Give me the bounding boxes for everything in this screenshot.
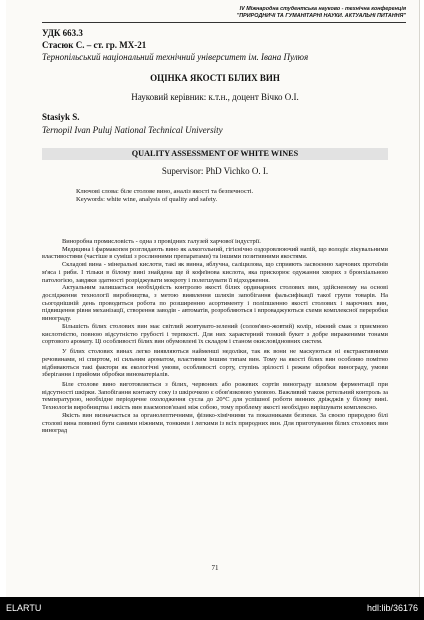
- keywords-en: Keywords: white wine, analysis of quality and safety.: [76, 196, 218, 203]
- author-ua: Стасюк С. – ст. гр. МХ-21: [42, 40, 147, 50]
- paragraph: У білих столових винах легко виявляються найменші недоліки, так як вони не маскуються ні екстрактивними речовинами, ні спиртом, ні сильним ароматом, властивим іншим типам вин. Тому на якості білих вин особливо помітно відбиваються такі фактори як екологічні умови, особливості сорту, ступінь зрілості і режим обробки винограду, умови зберігання і прийоми обробки виноматеріалів.: [42, 348, 388, 379]
- title-ua: ОЦІНКА ЯКОСТІ БІЛИХ ВИН: [150, 73, 280, 83]
- repository-footer: [0, 597, 424, 620]
- article-body: [42, 238, 388, 435]
- title-en: QUALITY ASSESSMENT OF WHITE WINES: [42, 148, 388, 160]
- conference-line-2: "ПРИРОДНИЧІ ТА ГУМАНІТАРНІ НАУКИ. АКТУАЛЬНІ ПИТАННЯ": [236, 12, 406, 19]
- paragraph: Актуальним залишається необхідність контролю якості білих ординарних столових вин, здійсненому на основі дослідження технології виробництва, з метою виявлення шляхів запобігання фальсифікації такої групи товарів. На сьогоднішній день проводиться робота по розширенню асортименту і поліпшенню якості столових і марочних вин, підвищення рівня механізації, створення заводів - автоматів, розробляються і впроваджуються схеми комплексної переробки винограду.: [42, 284, 388, 323]
- paragraph: Медицина і фармакопея розглядають вино як алкогольний, гігієнічно оздоровлюючий напій, що володіє лікувальними властивостями (частіше в суміші з рослинними препаратами) та іншими позитивними якостями.: [42, 245, 388, 261]
- udc-code: УДК 663.3: [42, 28, 83, 38]
- repository-name: ELARTU: [6, 603, 42, 613]
- paragraph: Біле столове вино виготовляється з білих, червоних або рожевих сортів винограду шляхом ферментації при відсутності шкірки. Запобігання контакту соку із шкірочкою є обов'язковою умовою. Важливий також ретельний контроль за температурою, необхідне періодичне охолодження сусла до 20°С для успішної роботи винних дріжджів у білому вині. Технологія виробництва і якість вин взаємопов'язані між собою, тому проблему якості необхідно вирішувати комплексно.: [42, 380, 388, 412]
- conference-line-1: IV Міжнародна студентська науково - технічна конференція: [239, 6, 406, 12]
- supervisor-en: Supervisor: PhD Vichko O. I.: [161, 166, 269, 176]
- conference-header: [106, 6, 406, 19]
- header-divider: [42, 22, 406, 23]
- affiliation-ua: Тернопільський національний технічний університет ім. Івана Пулюя: [42, 52, 309, 62]
- paragraph: Складові вина - мінеральні кислоти, такі як винна, яблучна, саліцилова, що сприяють засвоєнню харчових протеїнів м'яса і риби. І тільки в білому вині знайдена ще й кофеїнова кислота, яка прискорює одужання хворих з бронхіальною патологією, завдяки здатності розріджувати мокроту і полегшувати її відходження.: [42, 261, 388, 284]
- page-number: 71: [211, 564, 219, 572]
- paragraph: Виноробна промисловість - одна з провідних галузей харчової індустрії.: [62, 238, 261, 245]
- paragraph: Більшість білих столових вин має світлий жовтувато-зелений (солом'яно-жовтий) колір, ніжний смак з приємною кислотністю, повною відсутністю грубості і терпкості. Для них характерний тонкий букет з добре вираженими тонами сортового аромату. Ці особливості білих вин обумовлені їх складом і станом окисловідновних систем.: [42, 322, 388, 346]
- handle-identifier: hdl:lib/36176: [366, 603, 418, 613]
- paragraph: Якість вин визначається за органолептичними, фізико-хімічними та показниками безпеки. За своєю природою білі столові вина повинні бути самими ніжними, тонкими і легкими із всіх природних вин. Для приготування білих столових вин виноград: [42, 411, 388, 435]
- affiliation-en: Ternopil Ivan Puluj National Technical University: [42, 125, 223, 135]
- author-en: Stasiyk S.: [42, 112, 80, 122]
- supervisor-ua: Науковий керівник: к.т.н., доцент Вічко О.І.: [131, 92, 299, 102]
- keywords-ua: Ключові слова: біле столове вино, аналіз якості та безпечності.: [76, 188, 254, 195]
